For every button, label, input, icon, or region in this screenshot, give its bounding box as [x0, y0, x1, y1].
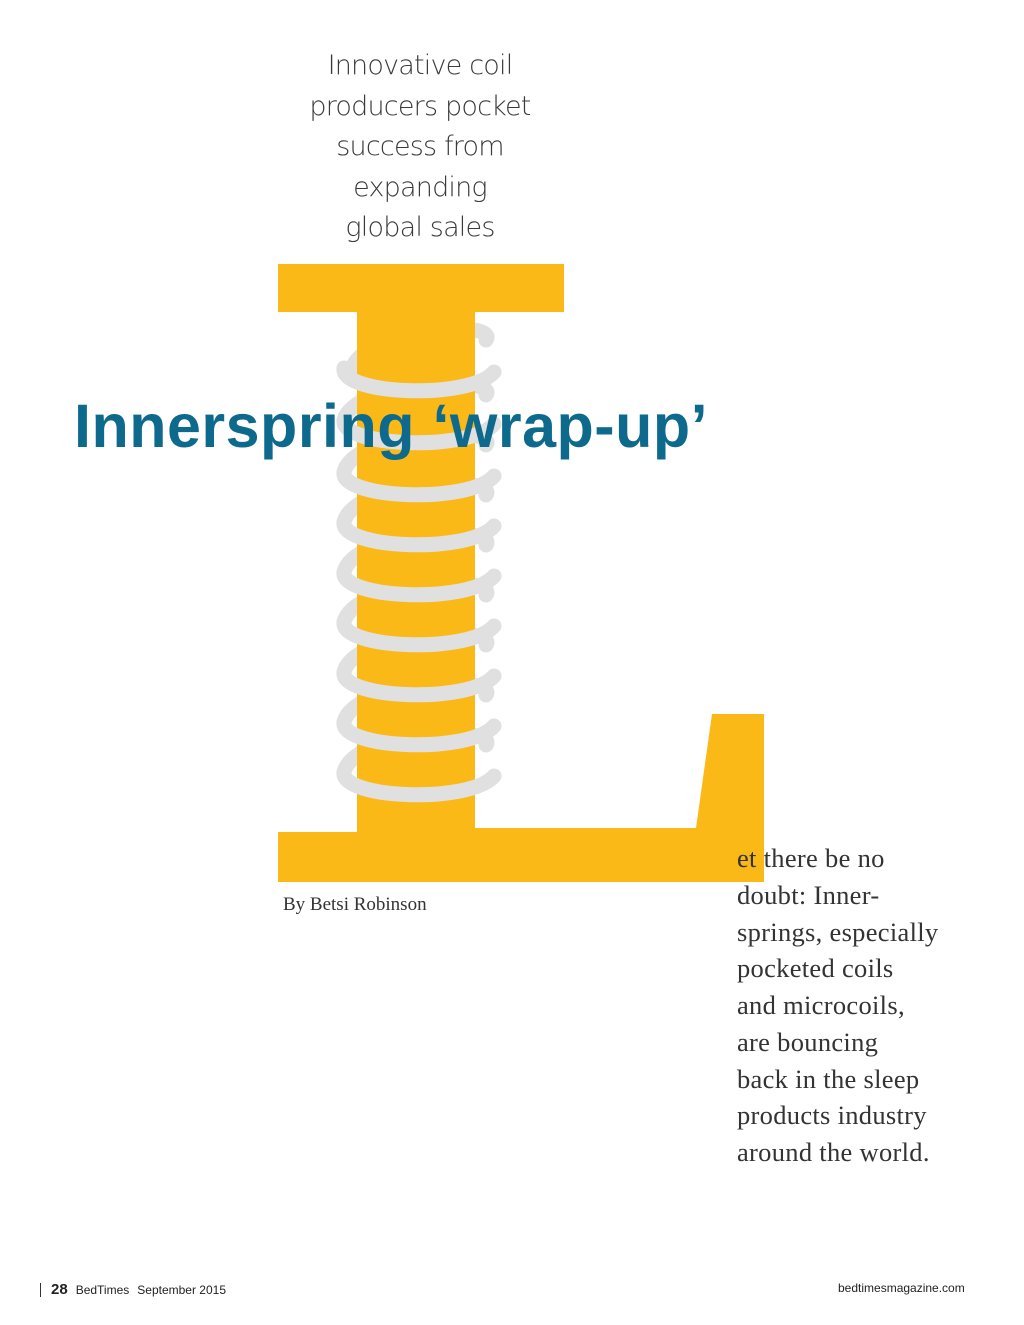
lead-line: around the world.: [737, 1137, 930, 1167]
page-footer-folio: [40, 1281, 226, 1298]
subhead-line: producers pocket: [309, 90, 531, 122]
article-subhead: [270, 46, 570, 249]
lead-line: et there be no: [737, 843, 885, 873]
article-headline: Innerspring ‘wrap-up’: [74, 392, 709, 460]
subhead-line: success from: [336, 131, 504, 162]
lead-line: pocketed coils: [737, 953, 894, 984]
lead-line: doubt: Inner-: [737, 879, 880, 910]
page-number: 28: [51, 1281, 68, 1298]
folio-divider: [40, 1283, 41, 1297]
article-lead-paragraph: [737, 840, 987, 1171]
lead-line: back in the sleep: [737, 1063, 920, 1094]
website-url: bedtimesmagazine.com: [838, 1281, 965, 1295]
article-byline: By Betsi Robinson: [283, 894, 427, 915]
lead-line: springs, especially: [737, 916, 939, 947]
issue-date: September 2015: [137, 1282, 226, 1297]
subhead-line: expanding: [353, 171, 487, 203]
lead-line: and microcoils,: [737, 990, 905, 1020]
lead-line: products industry: [737, 1100, 927, 1131]
subhead-line: global sales: [345, 212, 495, 243]
lead-line: are bouncing: [737, 1026, 879, 1057]
publication-name: BedTimes: [75, 1282, 130, 1297]
subhead-line: Innovative coil: [327, 50, 513, 81]
